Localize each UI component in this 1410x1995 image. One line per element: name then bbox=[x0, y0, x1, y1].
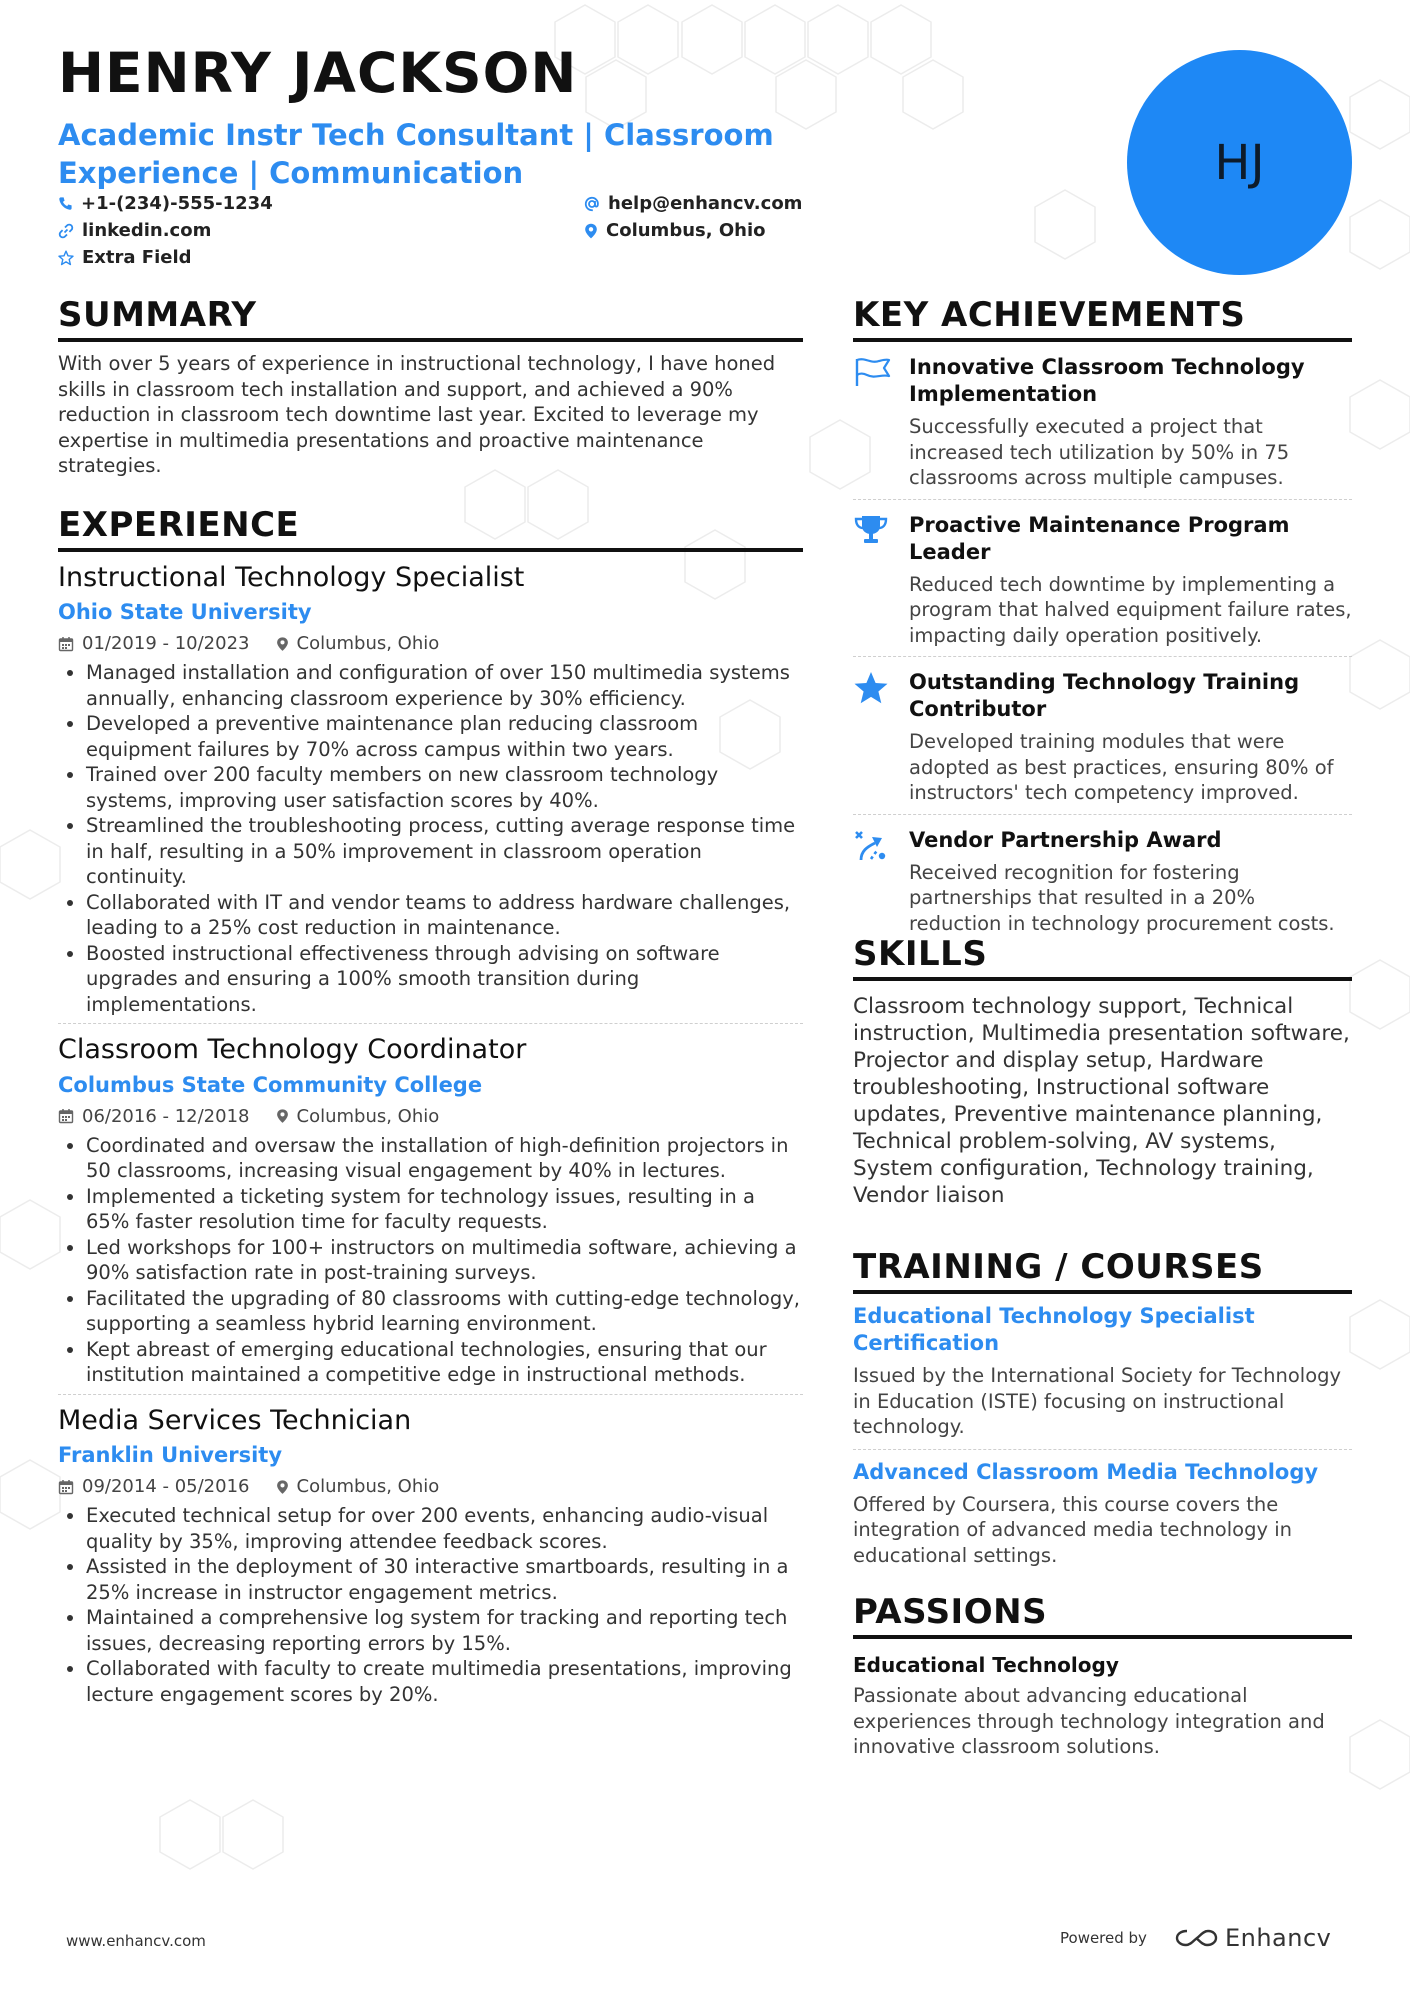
experience-section bbox=[58, 505, 803, 1707]
job-location: Columbus, Ohio bbox=[296, 633, 440, 655]
achievement-title: Outstanding Technology Training Contributor bbox=[909, 670, 1300, 721]
strategy-icon bbox=[853, 829, 889, 863]
bullet-item: • Kept abreast of emerging educational technologies, ensuring that our institution maintained a competitive edge in instructional methods. bbox=[86, 1337, 803, 1388]
at-icon bbox=[584, 196, 600, 212]
job-meta bbox=[58, 1106, 803, 1127]
bullet-item: • Implemented a ticketing system for technology issues, resulting in a 65% faster resolution time for faculty requests. bbox=[86, 1184, 803, 1235]
passions-title: PASSIONS bbox=[853, 1595, 1352, 1639]
footer-branding[interactable] bbox=[1060, 1924, 1331, 1952]
email-text: help@enhancv.com bbox=[608, 193, 803, 214]
bullet-item: • Assisted in the deployment of 30 interactive smartboards, resulting in a 25% increase in instructor engagement metrics. bbox=[86, 1554, 803, 1605]
achievements-section bbox=[853, 295, 1352, 936]
avatar bbox=[1127, 50, 1352, 275]
extra-field-contact bbox=[58, 247, 192, 268]
headline: Academic Instr Tech Consultant | Classroom Experience | Communication bbox=[58, 118, 774, 190]
bullet-item: • Maintained a comprehensive log system for tracking and reporting tech issues, decreasing reporting errors by 15%. bbox=[86, 1605, 803, 1656]
avatar-initials: HJ bbox=[1214, 134, 1265, 191]
calendar-icon bbox=[58, 1108, 74, 1124]
course-item bbox=[853, 1303, 1352, 1440]
achievement-desc: Successfully executed a project that increased tech utilization by 50% in 75 classrooms across multiple campuses. bbox=[909, 415, 1290, 489]
job-role: Instructional Technology Specialist bbox=[58, 562, 525, 593]
summary-section bbox=[58, 295, 803, 479]
footer-website[interactable]: www.enhancv.com bbox=[66, 1932, 206, 1950]
bullet-item: • Collaborated with faculty to create multimedia presentations, improving lecture engagement scores by 20%. bbox=[86, 1656, 803, 1707]
bullet-item: • Developed a preventive maintenance plan reducing classroom equipment failures by 70% across campus within two years. bbox=[86, 711, 803, 762]
passions-section bbox=[853, 1592, 1352, 1760]
phone-text: +1-(234)-555-1234 bbox=[81, 193, 273, 214]
job-role: Media Services Technician bbox=[58, 1404, 412, 1436]
experience-entry bbox=[58, 1405, 803, 1707]
trophy-icon bbox=[853, 514, 889, 546]
map-pin-icon bbox=[276, 636, 289, 652]
powered-by-text: Powered by bbox=[1060, 1929, 1147, 1947]
location-text: Columbus, Ohio bbox=[606, 220, 766, 241]
bullet-item: • Executed technical setup for over 200 events, enhancing audio-visual quality by 35%, improving attendee feedback scores. bbox=[86, 1503, 803, 1554]
summary-title: SUMMARY bbox=[58, 298, 803, 342]
job-company[interactable]: Ohio State University bbox=[58, 600, 312, 625]
job-dates: 06/2016 - 12/2018 bbox=[82, 1105, 250, 1127]
job-company[interactable]: Franklin University bbox=[58, 1443, 283, 1468]
bullet-item: • Trained over 200 faculty members on new classroom technology systems, improving user satisfaction scores by 40%. bbox=[86, 762, 803, 813]
achievement-desc: Developed training modules that were adopted as best practices, ensuring 80% of instructors' tech competency improved. bbox=[909, 730, 1334, 804]
experience-entry bbox=[58, 562, 803, 1017]
course-desc: Issued by the International Society for Technology in Education (ISTE) focusing on instructional technology. bbox=[853, 1364, 1342, 1438]
skills-list: Classroom technology support, Technical instruction, Multimedia presentation software, Projector and display setup, Hardware troubleshooting, Instructional software updates, Preventive maintenance planning, Technical problem-solving, AV systems, System configuration, Technology training, Vendor liaison bbox=[853, 994, 1350, 1208]
job-dates: 01/2019 - 10/2023 bbox=[82, 633, 250, 655]
divider bbox=[853, 814, 1352, 815]
extra-field-text: Extra Field bbox=[82, 247, 192, 268]
achievement-title: Vendor Partnership Award bbox=[909, 827, 1222, 852]
map-pin-icon bbox=[276, 1479, 289, 1495]
experience-entry bbox=[58, 1034, 803, 1387]
achievements-title: KEY ACHIEVEMENTS bbox=[853, 298, 1352, 342]
bullet-item: • Managed installation and configuration of over 150 multimedia systems annually, enhancing classroom experience by 30% efficiency. bbox=[86, 660, 803, 711]
experience-title: EXPERIENCE bbox=[58, 508, 803, 552]
linkedin-text: linkedin.com bbox=[82, 220, 212, 241]
candidate-name: HENRY JACKSON bbox=[58, 41, 578, 105]
achievement-title: Innovative Classroom Technology Implementation bbox=[909, 355, 1305, 406]
achievement-desc: Received recognition for fostering partnerships that resulted in a 20% reduction in technology procurement costs. bbox=[909, 860, 1335, 935]
map-pin-icon bbox=[276, 1108, 289, 1124]
passion-desc: Passionate about advancing educational experiences through technology integration and innovative classroom solutions. bbox=[853, 1684, 1325, 1758]
divider bbox=[853, 656, 1352, 657]
bullet-item: • Boosted instructional effectiveness through advising on software upgrades and ensuring a 100% smooth transition during implementations. bbox=[86, 941, 803, 1018]
star-outline-icon bbox=[58, 250, 74, 266]
job-company[interactable]: Columbus State Community College bbox=[58, 1072, 483, 1097]
passion-title: Educational Technology bbox=[853, 1653, 1119, 1677]
job-bullets bbox=[58, 1133, 803, 1388]
course-title[interactable]: Educational Technology Specialist Certification bbox=[853, 1304, 1255, 1355]
job-role: Classroom Technology Coordinator bbox=[58, 1034, 527, 1066]
achievement-item bbox=[853, 827, 1352, 937]
calendar-icon bbox=[58, 1479, 74, 1495]
flag-icon bbox=[853, 356, 893, 388]
job-meta bbox=[58, 633, 803, 654]
star-icon bbox=[853, 671, 889, 705]
training-section bbox=[853, 1247, 1352, 1568]
achievement-item bbox=[853, 512, 1352, 649]
location-contact bbox=[584, 220, 766, 241]
skills-section bbox=[853, 934, 1352, 1209]
job-location: Columbus, Ohio bbox=[296, 1105, 440, 1127]
course-item bbox=[853, 1459, 1352, 1569]
job-bullets bbox=[58, 1503, 803, 1707]
divider bbox=[853, 1449, 1352, 1450]
bullet-item: • Coordinated and oversaw the installation of high-definition projectors in 50 classrooms, increasing visual engagement by 40% in lectures. bbox=[86, 1133, 803, 1184]
achievement-item bbox=[853, 669, 1352, 806]
link-icon bbox=[58, 223, 74, 239]
enhancv-logo-icon bbox=[1173, 1926, 1219, 1950]
bullet-item: • Streamlined the troubleshooting process, cutting average response time in half, resulting in a 50% improvement in classroom operation continuity. bbox=[86, 813, 803, 890]
phone-icon bbox=[58, 196, 73, 211]
linkedin-contact[interactable] bbox=[58, 220, 211, 241]
brand-name: Enhancv bbox=[1224, 1924, 1332, 1952]
achievement-title: Proactive Maintenance Program Leader bbox=[909, 512, 1290, 564]
divider bbox=[853, 499, 1352, 500]
divider bbox=[58, 1394, 803, 1395]
job-meta bbox=[58, 1476, 803, 1497]
phone-contact[interactable] bbox=[58, 193, 273, 214]
email-contact[interactable] bbox=[584, 193, 802, 214]
course-desc: Offered by Coursera, this course covers the integration of advanced media technology in educational settings. bbox=[853, 1492, 1292, 1567]
map-pin-icon bbox=[584, 223, 598, 239]
job-location: Columbus, Ohio bbox=[296, 1476, 440, 1498]
summary-text: With over 5 years of experience in instructional technology, I have honed skills in classroom tech installation and support, and achieved a 90% reduction in classroom tech downtime last year. Excited to leverage my expertise in multimedia presentations and proactive maintenance strategies. bbox=[58, 352, 776, 477]
achievement-item bbox=[853, 354, 1352, 491]
training-title: TRAINING / COURSES bbox=[853, 1250, 1352, 1294]
skills-title: SKILLS bbox=[853, 937, 1352, 981]
bullet-item: • Facilitated the upgrading of 80 classrooms with cutting-edge technology, supporting a seamless hybrid learning environment. bbox=[86, 1286, 803, 1337]
course-title[interactable]: Advanced Classroom Media Technology bbox=[853, 1459, 1319, 1484]
bullet-item: • Collaborated with IT and vendor teams to address hardware challenges, leading to a 25% cost reduction in maintenance. bbox=[86, 890, 803, 941]
job-dates: 09/2014 - 05/2016 bbox=[82, 1476, 250, 1498]
calendar-icon bbox=[58, 636, 74, 652]
achievement-desc: Reduced tech downtime by implementing a program that halved equipment failure rates, impacting daily operation positively. bbox=[909, 572, 1352, 647]
job-bullets bbox=[58, 660, 803, 1017]
bullet-item: • Led workshops for 100+ instructors on multimedia software, achieving a 90% satisfaction rate in post-training surveys. bbox=[86, 1235, 803, 1286]
divider bbox=[58, 1023, 803, 1024]
